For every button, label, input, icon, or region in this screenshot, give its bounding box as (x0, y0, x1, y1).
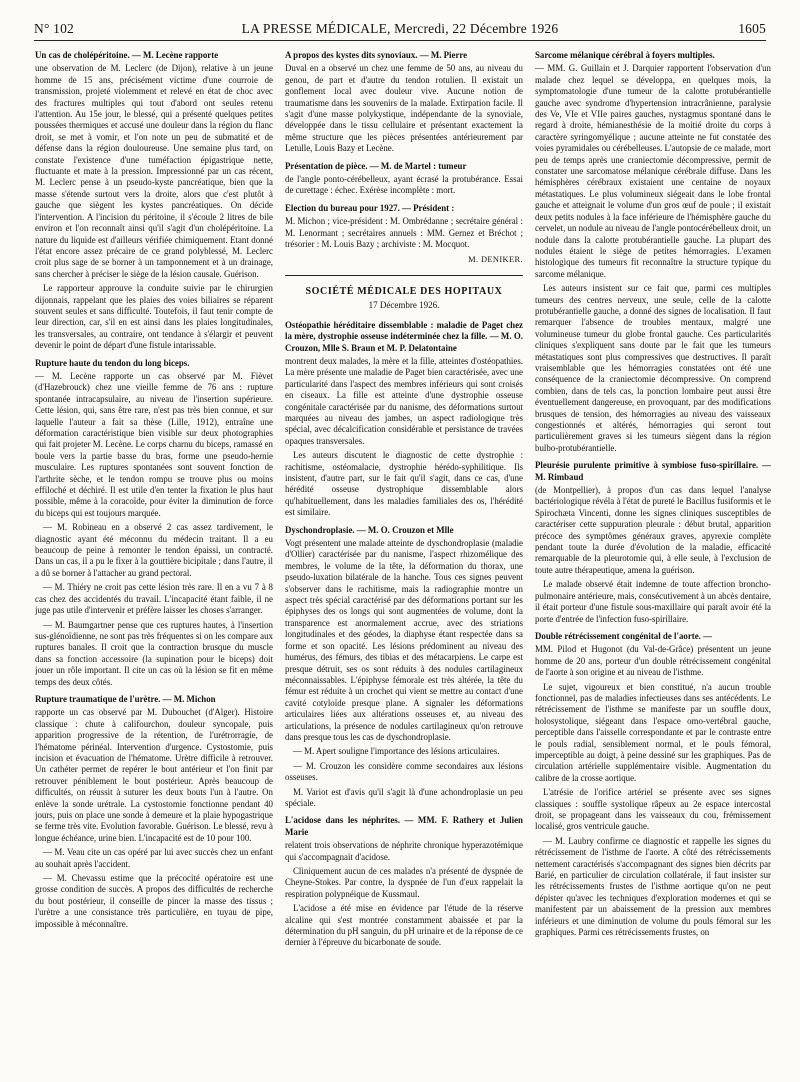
paragraph: Le malade observé était indemne de toute affection broncho-pulmonaire antérieure, mais, consécutivement à un abcès dentaire, il était porteur d'une fistule sous-maxillaire qui paraît avoir été la porte d'entrée de l'infection fuso-spirillaire. (535, 579, 771, 624)
society-date: 17 Décembre 1926. (368, 300, 440, 311)
article-heading: Dyschondroplasie. — M. O. Crouzon et Mlle (285, 524, 454, 535)
society-title: SOCIÉTÉ MÉDICALE DES HOPITAUX (285, 275, 523, 297)
journal-title: LA PRESSE MÉDICALE, Mercredi, 22 Décembre 1926 (241, 21, 559, 36)
page-header (34, 18, 766, 41)
paragraph: de l'angle ponto-cérébelleux, ayant écrasé la protubérance. Essai de curettage : échec. Exérèse incomplète : mort. (285, 174, 523, 196)
paragraph: — M. Apert souligne l'importance des lésions articulaires. (293, 746, 500, 757)
signature: M. DENIKER. (468, 254, 523, 264)
article-heading: Pleurésie purulente primitive à symbiose fuso-spirillaire. — M. Rimbaud (535, 460, 771, 482)
paragraph: — M. Thiéry ne croit pas cette lésion très rare. Il en a vu 7 à 8 cas chez des accidentés du travail. L'incapacité étant faible, il ne juge pas utile d'intervenir et préfère laisser les choses s'arranger. (35, 582, 273, 616)
article-heading: Un cas de cholépéritoine. — M. Lecène rapporte (35, 50, 219, 60)
article-heading: Ostéopathie héréditaire dissemblable : maladie de Paget chez la mère, dystrophie osseuse indéterminée chez la fille. — M. O. Crouzon, Mlle S. Braun et M. P. Delatontaine (285, 319, 523, 353)
paragraph: M. Variot est d'avis qu'il s'agit là d'une achondroplasie un peu spéciale. (285, 786, 523, 808)
paragraph: relatent trois observations de néphrite chronique hyperazotémique qui s'accompagnait d'acidose. (285, 840, 523, 862)
paragraph: Les auteurs insistent sur ce fait que, parmi ces multiples tumeurs des centres nerveux, une seule, celle de la calotte protubérantielle gauche, a donné des signes de localisation. Il faut remarquer l'absence de troubles mentaux, malgré une volumineuse tumeur du globe frontal gauche. Ces particularités cliniques s'expliquent sans doute par le fait que les tumeurs métastatiques sont plus compressives que destructives. Il paraît vraisemblable que les hémorragies constatées ont été une conséquence de la craniectomie décompressive. On comprend combien, dans de tels cas, la ponction lombaire peut aussi être éventuellement dangereuse, en provoquant, par des modifications brusques de tension, des hémorragies au niveau des vaisseaux congestionnés et altérés, hémorragies qui seront tout particulièrement graves si les tumeurs siègent dans la région bulbo-protubérantielle. (535, 283, 771, 453)
paragraph: L'atrésie de l'orifice artériel se présente avec ses signes classiques : souffle systolique râpeux au 2e espace intercostal droit, se propageant dans les vaisseaux du cou, frémissement localisé, gros ventricule gauche. (535, 787, 771, 832)
article-heading: Double rétrécissement congénital de l'aorte. — (535, 630, 712, 641)
paragraph: montrent deux malades, la mère et la fille, atteintes d'ostéopathies. La mère présente une maladie de Paget bien caractérisée, avec une particularité dans l'aspect des membres inférieurs qui sont croisés en ciseaux. La fille est atteinte d'une dystrophie osseuse congénitale caractérisée par du nanisme, des déformations surtout marquées au niveau des jambes, un aspect radiologique très spécial, avec décalcification considérable et persistance de travées opaques transversales. (285, 355, 523, 446)
article-heading: Rupture haute du tendon du long biceps. (35, 357, 190, 368)
paragraph: Duval en a observé un chez une femme de 50 ans, au niveau du genou, de part et d'autre du tendon rotulien. Il existait un gonflement local avec douleur vive. Aucune notion de traumatisme dans les souvenirs de la malade. Extirpation facile. Il s'agit d'une masse polykystique, indépendante de la synoviale, développée dans le tissu cellulaire et présentant exactement la même structure que les pièces présentées antérieurement par Letulle, Louis Bazy et Lecène. (285, 63, 523, 154)
column-middle (285, 50, 523, 1078)
article-heading: L'acidose dans les néphrites. — MM. F. Rathery et Julien Marie (285, 815, 523, 837)
paragraph: L'acidose a été mise en évidence par l'étude de la réserve alcaline qui s'est montrée constamment abaissée et par la détermination du pH sanguin, du pH urinaire et de la réponse de ce dernier à l'épreuve du bicarbonate de soude. (285, 903, 523, 948)
paragraph: — M. Laubry confirme ce diagnostic et rappelle les signes du rétrécissement de l'isthme de l'aorte. A côté des rétrécissements nettement caractérisés s'accompagnant des signes bien décrits par Barié, en particulier de circulation collatérale, il faut insister sur les rétrécissements frustes de l'isthme aortique qu'on ne peut dépister qu'avec les techniques d'exploration modernes et qui se manifestent par un abaissement de la pression aux membres inférieurs et une diminution de volume du pouls fémoral sur les graphiques. Parmi ces rétrécissements frustes, on (535, 835, 771, 938)
paragraph: Vogt présentent une malade atteinte de dyschondroplasie (maladie d'Ollier) caractérisée par du nanisme, l'aspect rhizomélique des membres, le volume de la tête, la déformation du thorax, une pseudo-luxation bilatérale de la hanche. Tous ces signes peuvent s'observer dans le rachitisme, mais la radiographie montre un aspect très spécial caractérisé par des déformations portant sur les épiphyses des os longs qui sont augmentées de volume, dont la transparence est anormalement accrue, avec des striations longitudinales et des géodes, la diaphyse étant respectée dans sa forme et son opacité. Les lésions prédominent au niveau des humérus, des fémurs, des tibias et des métacarpiens. Le carpe est presque détruit, ses os sont réduits à des nodules cartilagineux méconnaissables. L'épiphyse fémorale est très altérée, la tête du fémur est réduite à un crochet qui vient se mettre au contact d'une cavité cotyloïde presque plane. A signaler les déformations articulaires liées aux altérations osseuses et, au niveau des articulations, la présence de nodules cartilagineux qu'on retrouve dans presque tous les cas de dyschondroplasie. (285, 538, 523, 742)
article-heading: Rupture traumatique de l'urètre. — M. Michon (35, 693, 216, 704)
paragraph: rapporte un cas observé par M. Dubouchet (d'Alger). Histoire classique : chute à califourchon, douleur syncopale, puis apparition progressive de la rétention, de l'urétrorragie, de l'hématome périnéal. Intervention d'urgence. Cystostomie, puis incision et évacuation de l'hématome. Urètre difficile à retrouver. Un cathéter permet de repérer le bout antérieur et l'on finit par retrouver péniblement le bout postérieur. Après beaucoup de difficultés, on réussit à suturer les deux bouts l'un à l'autre. On enlève la sonde urétrale. La cystostomie fonctionne pendant 40 jours, puis on place une sonde à demeure et la plaie hypogastrique se ferme très vite. Evolution favorable. Guérison. Le blessé, revu à longue échéance, urine bien. L'incapacité est de 10 pour 100. (35, 707, 273, 843)
article-heading: Présentation de pièce. — M. de Martel : tumeur (285, 160, 467, 171)
paragraph: Le rapporteur approuve la conduite suivie par le chirurgien dijonnais, rappelant que les plaies des voies biliaires se réparent souvent seules et sans difficulté. Toutefois, il faut tenir compte de leur direction, car, s'il en est ainsi dans les plaies longitudinales, les transversales, au contraire, ont tendance à s'élargir et peuvent devenir le point de départ d'une fistule intarissable. (35, 283, 273, 351)
paragraph: — MM. G. Guillain et J. Darquier rapportent l'observation d'un malade chez lequel se développa, en quelques mois, la symptomatologie d'une tumeur de la calotte protubérantielle gauche avec syndrome d'hypertension intracrânienne, paralysie des Ve, VIe et VIIe paires gauches, nystagmus spontané dans le regard à droite, hémianesthésie de la moitié droite du corps à caractère syringomyélique ; aucune atteinte ne fut constatée des voies pyramidales ou cérébelleuses. L'autopsie de ce malade, mort peu de temps après une craniectomie décompressive, permit de constater une sarcomatose mélanique cérébrale diffuse. Dans les hémisphères cérébraux existaient une centaine de noyaux métastatiques. Le plus volumineux siégeait dans le lobe frontal gauche et atteignait le volume d'un gros œuf de poule ; il existait deux petits nodules à la face inférieure de l'hémisphère gauche du cervelet, un nodule au niveau de l'angle pontocérébelleux droit, un nodule dans la calotte protubérantielle gauche. La plupart des nodules étaient le siège de petites hémorragies. L'examen histologique des tumeurs fit reconnaître la structure typique du sarcome mélanique. (535, 63, 771, 279)
article-heading: A propos des kystes dits synoviaux. — M. Pierre (285, 50, 468, 60)
page-number-right: 1605 (738, 21, 766, 36)
paragraph: — M. Robineau en a observé 2 cas assez tardivement, le diagnostic ayant été méconnu du médecin traitant. Il a eu beaucoup de peine à remonter le tendon épaissi, un contracté. Dans un cas, il a pu le fixer à la gouttière bicipitale ; dans l'autre, il a dû se borner à l'attacher au grand pectoral. (35, 522, 273, 578)
paragraph: — M. Lecène rapporte un cas observé par M. Fièvet (d'Hazebrouck) chez une vieille femme de 76 ans : rupture spontanée intracapsulaire, au niveau de l'insertion supérieure. Cette lésion, qui, sans être rare, n'est pas très bien connue, et sur laquelle l'auteur a fait sa thèse (Lille, 1912), entraîne une déformation caractéristique bien visible sur deux photographies qui fait projeter M. Lecène. Le corps charnu du biceps, ramassé en boule vers la partie basse du bras, forme une pseudo-hernie musculaire. Les ruptures spontanées sont souvent fonction de l'arthrite sèche, et le tendon rompu se trouve plus ou moins effiloché et déchiré. Il est utile d'en tenter la fixation le plus haut possible, même à la coracoïde, pour éviter la diminution de force du biceps qui est toujours marquée. (35, 370, 273, 518)
paragraph: — M. Baumgartner pense que ces ruptures hautes, à l'insertion sus-glénoïdienne, ne sont pas très fréquentes si on les compare aux ruptures banales. Il croit que la contraction brusque du muscle dans sa fonction accessoire (la supination pour le biceps) doit jouer un rôle important. Il cite un cas où la lésion se fit en même temps des deux côtés. (35, 619, 273, 687)
paragraph: (de Montpellier), à propos d'un cas dans lequel l'analyse bactériologique révéla à l'état de pureté le Bacillus fusiformis et le Spirochæta Vincenti, donne les signes cliniques susceptibles de caractériser cette suppuration pleurale : début brutal, apparition précoce des symptômes généraux graves, apyrexie complète pendant toute la durée d'évolution de la maladie, efficacité remarquable de la pleurotomie qui, à elle seule, à l'exclusion de toute autre thérapeutique, amena la guérison. (535, 485, 771, 575)
page-number-left: N° 102 (34, 21, 74, 36)
paragraph: Les auteurs discutent le diagnostic de cette dystrophie : rachitisme, ostéomalacie, dystrophie hérédo-syphilitique. Ils insistent, d'autre part, sur le fait qu'il s'agit, dans ce cas, d'une hérédité osseuse dystrophique dissemblable alors qu'habituellement, dans les maladies familiales des os, l'hérédité est similaire. (285, 450, 523, 518)
paragraph: MM. Pilod et Hugonot (du Val-de-Grâce) présentent un jeune homme de 20 ans, porteur d'un double rétrécissement congénital de l'aorte à son origine et au niveau de l'isthme. (535, 644, 771, 678)
paragraph: Le sujet, vigoureux et bien constitué, n'a aucun trouble fonctionnel, pas de maladies infectieuses dans ses antécédents. Le rétrécissement de l'isthme se manifeste par un souffle doux, holosystolique, siégeant dans l'espace omo-vertébral gauche, perceptible dans l'aisselle correspondante et par le contraste entre le pouls radial, sensiblement normal, et le pouls fémoral, imperceptible au doigt, à peine dessiné sur les graphiques. Pas de circulation artérielle supplémentaire visible. Augmentation du calibre de la crosse aortique. (535, 681, 771, 783)
paragraph: — M. Veau cite un cas opéré par lui avec succès chez un enfant au souhait après l'accident. (35, 847, 273, 869)
paragraph: une observation de M. Leclerc (de Dijon), relative à un jeune homme de 15 ans, précisément victime d'une courroie de transmission, projeté violemment et relevé en état de choc avec des fractures multiples qui tout d'abord ont seules retenu l'attention. Au 15e jour, le blessé, qui a présenté quelques petites poussées thermiques et accusé une douleur dans la région du flanc droit, se met à vomir, et l'on note un peu de submatité et de défense dans la région douloureuse. Une semaine plus tard, on constate l'existence d'une tuméfaction épigastrique nette, fluctuante et mate à la pression. Impressionné par un cas récent, M. Leclerc pense à un pseudo-kyste pancréatique, bien que la masse s'étende surtout vers la droite, alors que c'est plutôt à gauche que siègent les kystes pancréatiques. On décide l'intervention. A l'incision du péritoine, il s'écoule 2 litres de bile environ et l'on reconnaît ainsi qu'il s'agit d'un cholépéritoine. La nature du liquide est d'ailleurs vérifiée chimiquement. Etant donné l'état encore assez précaire de ce grand polyblessé, M. Leclerc croit plus sage de se borner à un tamponnement et à un drainage, sans chercher à préciser le siège de la lésion causale. Guérison. (35, 63, 273, 279)
paragraph: — M. Crouzon les considère comme secondaires aux lésions osseuses. (285, 760, 523, 783)
column-right (535, 50, 771, 1078)
paragraph: — M. Chevassu estime que la précocité opératoire est une grosse condition de succès. A propos des difficultés de recherche du bout postérieur, il conseille de pincer la masse des tissus ; l'urètre a une consistance très particulière, en tuyau de pipe, impossible à méconnaître. (35, 873, 273, 929)
paragraph: M. Michon ; vice-président : M. Ombrédanne ; secrétaire général : M. Lenormant ; secrétaires annuels : MM. Gernez et Bréchot ; trésorier : M. Louis Bazy ; archiviste : M. Mocquot. (285, 216, 523, 250)
article-heading: Sarcome mélanique cérébral à foyers multiples. (535, 50, 715, 60)
column-left (35, 50, 273, 1078)
paragraph: Cliniquement aucun de ces malades n'a présenté de dyspnée de Cheyne-Stokes. Par contre, la dyspnée de l'un d'eux rappelait la respiration polypnéique de Kussmaul. (285, 866, 523, 899)
article-heading: Election du bureau pour 1927. — Président : (285, 202, 455, 213)
